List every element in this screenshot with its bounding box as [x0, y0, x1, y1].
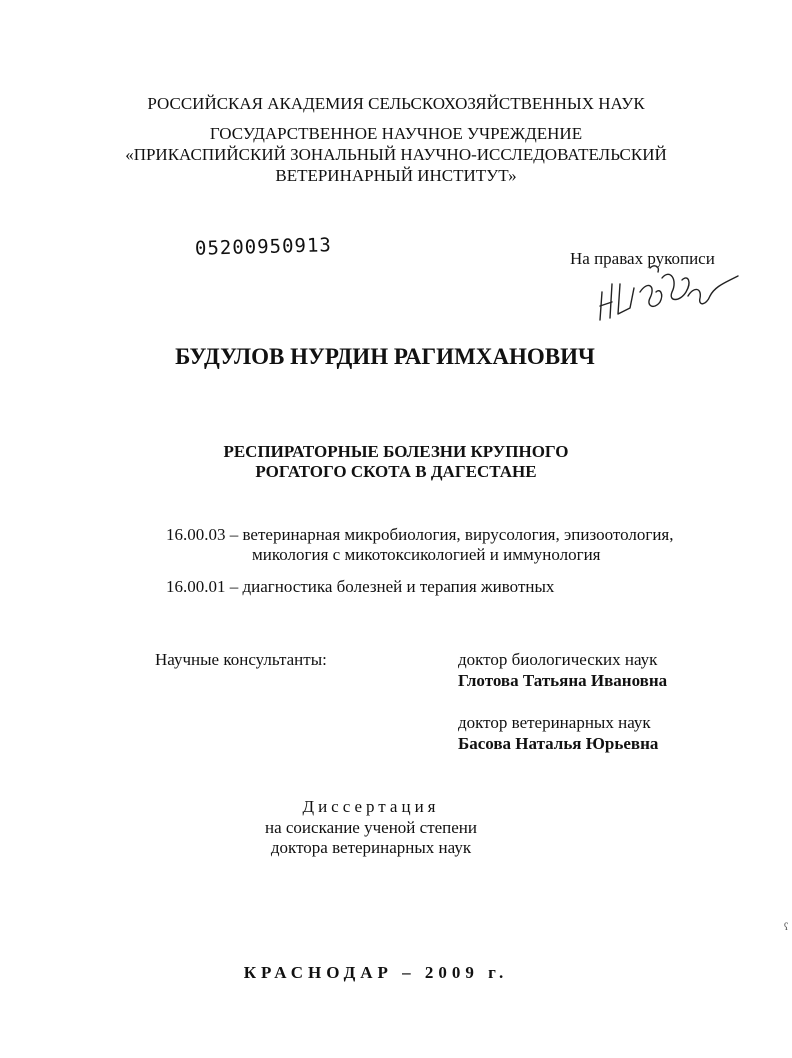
specialty-2: 16.00.01 – диагностика болезней и терапия животных [166, 577, 555, 596]
consultant-2-degree: доктор ветеринарных наук [458, 713, 651, 732]
thesis-title-line-1: РЕСПИРАТОРНЫЕ БОЛЕЗНИ КРУПНОГО [223, 442, 569, 461]
author-name: БУДУЛОВ НУРДИН РАГИМХАНОВИЧ [175, 344, 595, 369]
consultant-2-name: Басова Наталья Юрьевна [458, 734, 659, 753]
scan-mark: ʕ [784, 922, 789, 933]
dissertation-field-line: доктора ветеринарных наук [270, 838, 472, 857]
dissertation-degree-line: на соискание ученой степени [264, 818, 478, 837]
thesis-title-line-2: РОГАТОГО СКОТА В ДАГЕСТАНЕ [255, 462, 537, 481]
institution-line-3: ВЕТЕРИНАРНЫЙ ИНСТИТУТ» [275, 166, 517, 185]
consultants-label: Научные консультанты: [155, 650, 327, 669]
consultant-1-degree: доктор биологических наук [458, 650, 658, 669]
institution-line-1: ГОСУДАРСТВЕННОЕ НАУЧНОЕ УЧРЕЖДЕНИЕ [209, 124, 583, 143]
institution-line-2: «ПРИКАСПИЙСКИЙ ЗОНАЛЬНЫЙ НАУЧНО-ИССЛЕДОВАТЕЛЬСКИЙ [125, 145, 667, 164]
city-year: КРАСНОДАР – 2009 г. [243, 963, 509, 982]
registration-number: 05200950913 [194, 234, 333, 260]
academy-name: РОССИЙСКАЯ АКАДЕМИЯ СЕЛЬСКОХОЗЯЙСТВЕННЫХ НАУК [147, 94, 645, 113]
dissertation-heading: Диссертация [302, 797, 440, 816]
specialty-1-line-1: 16.00.03 – ветеринарная микробиология, вирусология, эпизоотология, [166, 525, 674, 544]
signature [590, 262, 740, 328]
manuscript-note: На правах рукописи [570, 249, 715, 268]
specialty-1-line-2: микология с микотоксикологией и иммунология [252, 545, 601, 564]
consultant-1-name: Глотова Татьяна Ивановна [458, 671, 668, 690]
